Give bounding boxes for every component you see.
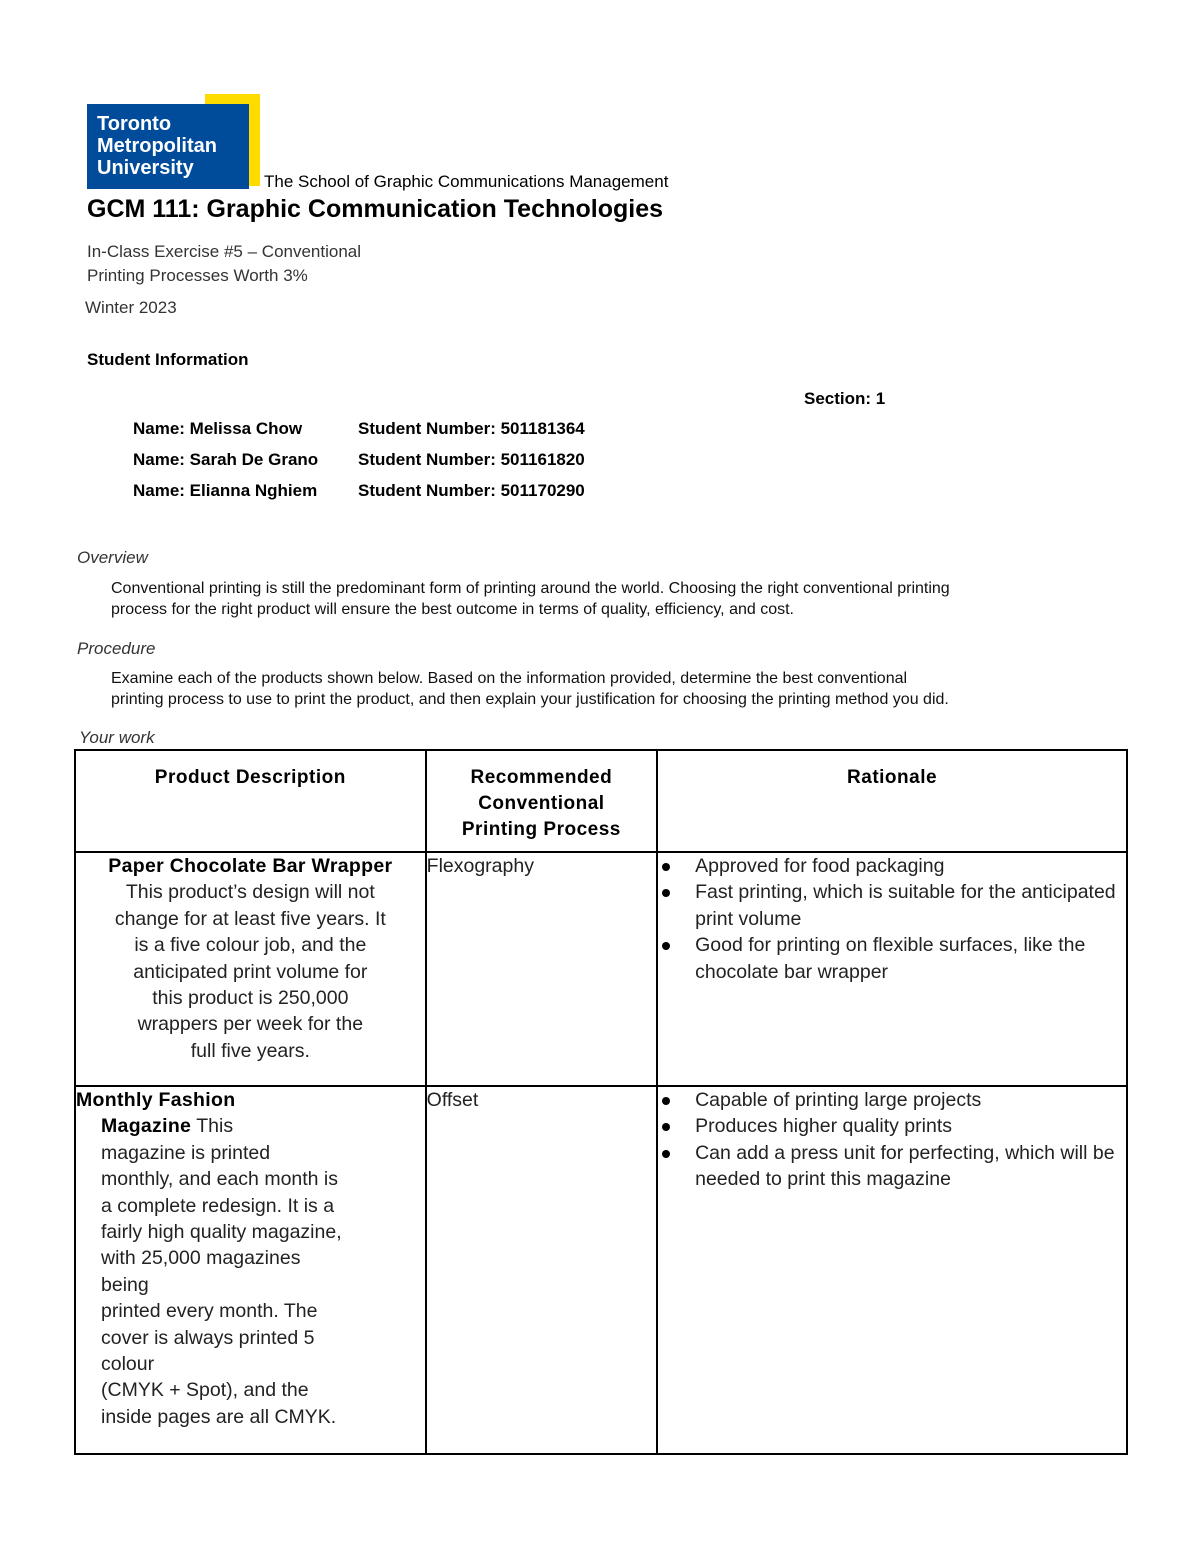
description-line: fairly high quality magazine, bbox=[101, 1221, 342, 1244]
section-label: Section: 1 bbox=[804, 389, 886, 408]
description-line: monthly, and each month is bbox=[101, 1168, 339, 1191]
description-fragment: This bbox=[191, 1115, 234, 1138]
description-line: This product’s design will not bbox=[125, 881, 375, 904]
course-title: GCM 111: Graphic Communication Technologies bbox=[87, 195, 664, 223]
student-info-heading: Student Information bbox=[87, 350, 249, 369]
description-block bbox=[76, 1113, 425, 1430]
description-line: inside pages are all CMYK. bbox=[101, 1405, 337, 1428]
student-number: Student Number: 501170290 bbox=[358, 481, 585, 500]
procedure-text bbox=[111, 668, 1111, 710]
description-line: colour bbox=[101, 1353, 155, 1376]
description-line: anticipated print volume for bbox=[133, 960, 368, 983]
product-description bbox=[75, 1086, 426, 1454]
printing-process: Offset bbox=[426, 1086, 657, 1454]
table-row bbox=[75, 852, 1127, 1086]
exercise-line: Printing Processes Worth 3% bbox=[87, 266, 308, 285]
rationale bbox=[657, 1086, 1127, 1454]
header-line: Conventional bbox=[478, 793, 605, 814]
overview-line: Conventional printing is still the predominant form of printing around the world. Choosing the right conventional printing bbox=[111, 580, 950, 597]
description-line bbox=[101, 1113, 425, 1139]
your-work-label: Your work bbox=[79, 728, 155, 747]
description-line: magazine is printed bbox=[101, 1141, 271, 1164]
overview-text bbox=[111, 578, 1111, 620]
rationale-item: Approved for food packaging bbox=[658, 853, 1126, 879]
printing-process: Flexography bbox=[426, 852, 657, 1086]
rationale-list bbox=[658, 1087, 1126, 1193]
overview-line: process for the right product will ensure the best outcome in terms of quality, efficiency, and cost. bbox=[111, 601, 794, 618]
header-process bbox=[426, 750, 657, 852]
student-name: Name: Elianna Nghiem bbox=[133, 481, 318, 500]
school-name: The School of Graphic Communications Management bbox=[264, 172, 669, 191]
procedure-line: printing process to use to print the product, and then explain your justification for choosing the printing method you did. bbox=[111, 691, 949, 708]
rationale-item: Fast printing, which is suitable for the anticipated print volume bbox=[658, 879, 1126, 932]
description-line: change for at least five years. It bbox=[114, 907, 386, 930]
table-header-row bbox=[75, 750, 1127, 852]
rationale-item: Capable of printing large projects bbox=[658, 1087, 1126, 1113]
procedure-heading: Procedure bbox=[77, 639, 156, 658]
description-line: a complete redesign. It is a bbox=[101, 1194, 335, 1217]
procedure-line: Examine each of the products shown below. Based on the information provided, determine the best conventional bbox=[111, 670, 908, 687]
description-line: cover is always printed 5 bbox=[101, 1326, 315, 1349]
student-number: Student Number: 501181364 bbox=[358, 419, 585, 438]
description-line: with 25,000 magazines bbox=[101, 1247, 301, 1270]
student-name: Name: Sarah De Grano bbox=[133, 450, 319, 469]
product-title: Monthly Fashion bbox=[76, 1089, 236, 1111]
product-title: Paper Chocolate Bar Wrapper bbox=[108, 855, 393, 877]
header-line: Recommended bbox=[470, 767, 613, 788]
exercise-title bbox=[87, 240, 427, 288]
overview-heading: Overview bbox=[77, 548, 148, 567]
university-logo bbox=[87, 104, 249, 189]
rationale-item: Can add a press unit for perfecting, which will be needed to print this magazine bbox=[658, 1140, 1126, 1193]
header-product: Product Description bbox=[75, 750, 426, 852]
exercise-line: In-Class Exercise #5 – Conventional bbox=[87, 242, 362, 261]
rationale bbox=[657, 852, 1127, 1086]
description-line: printed every month. The bbox=[101, 1300, 318, 1323]
student-name: Name: Melissa Chow bbox=[133, 419, 303, 438]
logo-line: Metropolitan bbox=[97, 135, 217, 157]
description-line: this product is 250,000 bbox=[152, 987, 349, 1010]
description-line: (CMYK + Spot), and the bbox=[101, 1379, 309, 1402]
logo-line: University bbox=[97, 157, 194, 179]
header-rationale: Rationale bbox=[657, 750, 1127, 852]
product-title: Magazine bbox=[101, 1115, 192, 1138]
rationale-item: Good for printing on flexible surfaces, like the chocolate bar wrapper bbox=[658, 932, 1126, 985]
header-line: Printing Process bbox=[461, 819, 621, 840]
description-line: being bbox=[101, 1273, 149, 1296]
description-line: is a five colour job, and the bbox=[134, 934, 367, 957]
description-line: wrappers per week for the bbox=[137, 1013, 364, 1036]
student-number: Student Number: 501161820 bbox=[358, 450, 585, 469]
logo-line: Toronto bbox=[97, 113, 172, 135]
product-description bbox=[75, 852, 426, 1086]
exercise-table bbox=[74, 749, 1128, 1455]
description-line: full five years. bbox=[190, 1039, 310, 1062]
table-row bbox=[75, 1086, 1127, 1454]
term: Winter 2023 bbox=[85, 298, 177, 317]
rationale-list bbox=[658, 853, 1126, 985]
rationale-item: Produces higher quality prints bbox=[658, 1113, 1126, 1139]
